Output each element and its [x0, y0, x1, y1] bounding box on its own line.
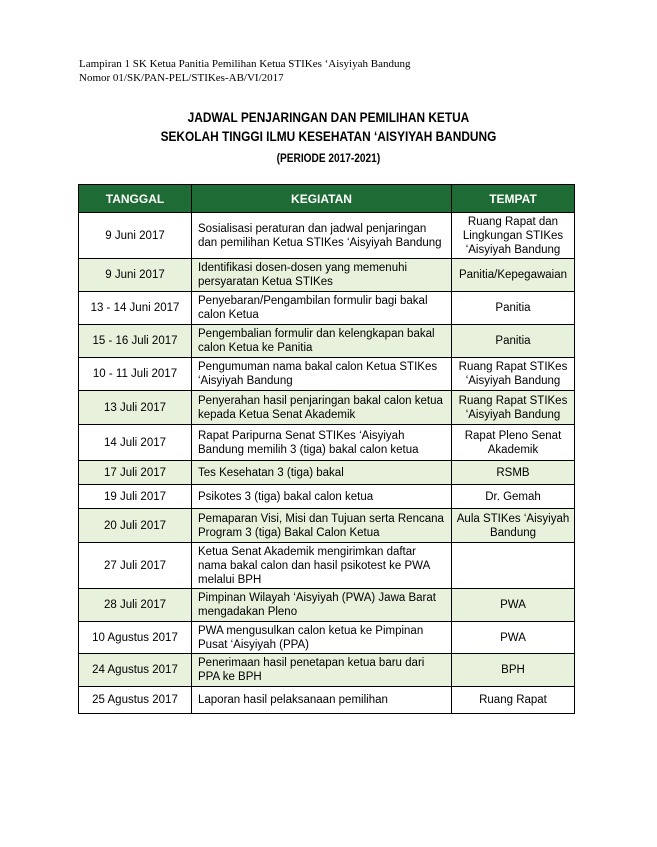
header-tempat: TEMPAT [452, 185, 575, 213]
header-tanggal: TANGGAL [79, 185, 192, 213]
table-row [79, 509, 575, 543]
row-date: 27 Juli 2017 [79, 543, 192, 589]
row-activity: Ketua Senat Akademik mengirimkan daftar nama bakal calon dan hasil psikotest ke PWA melalui BPH [192, 543, 452, 589]
row-place: Ruang Rapat STIKes ‘Aisyiyah Bandung [452, 391, 575, 425]
row-place: PWA [452, 622, 575, 654]
row-activity: Sosialisasi peraturan dan jadwal penjaringan dan pemilihan Ketua STIKes ‘Aisyiyah Bandung [192, 213, 452, 259]
row-activity: PWA mengusulkan calon ketua ke Pimpinan Pusat ‘Aisyiyah (PPA) [192, 622, 452, 654]
row-date: 25 Agustus 2017 [79, 687, 192, 714]
row-place: Panitia [452, 292, 575, 325]
row-place: Rapat Pleno Senat Akademik [452, 425, 575, 461]
table-row [79, 425, 575, 461]
table-header-row [79, 185, 575, 213]
row-date: 15 - 16 Juli 2017 [79, 325, 192, 358]
row-activity: Penyerahan hasil penjaringan bakal calon ketua kepada Ketua Senat Akademik [192, 391, 452, 425]
table-row [79, 654, 575, 687]
reference-header [79, 57, 410, 85]
table-row [79, 589, 575, 622]
table-row [79, 622, 575, 654]
row-activity: Psikotes 3 (tiga) bakal calon ketua [192, 485, 452, 509]
row-activity: Penerimaan hasil penetapan ketua baru dari PPA ke BPH [192, 654, 452, 687]
table-row [79, 358, 575, 391]
row-place: Aula STIKes ‘Aisyiyah Bandung [452, 509, 575, 543]
row-activity: Tes Kesehatan 3 (tiga) bakal [192, 461, 452, 485]
row-place: BPH [452, 654, 575, 687]
row-place: Panitia [452, 325, 575, 358]
table-row [79, 687, 575, 714]
document-title-line-2: SEKOLAH TINGGI ILMU KESEHATAN ‘AISYIYAH BANDUNG [160, 129, 497, 144]
row-place [452, 543, 575, 589]
row-date: 9 Juni 2017 [79, 213, 192, 259]
row-date: 10 - 11 Juli 2017 [79, 358, 192, 391]
row-date: 20 Juli 2017 [79, 509, 192, 543]
reference-line-1: Lampiran 1 SK Ketua Panitia Pemilihan Ketua STIKes ‘Aisyiyah Bandung [79, 58, 411, 70]
row-place: Ruang Rapat dan Lingkungan STIKes ‘Aisyiyah Bandung [452, 213, 575, 259]
row-date: 24 Agustus 2017 [79, 654, 192, 687]
table-row [79, 391, 575, 425]
table-row [79, 213, 575, 259]
row-activity: Rapat Paripurna Senat STIKes ‘Aisyiyah Bandung memilih 3 (tiga) bakal calon ketua [192, 425, 452, 461]
table-row [79, 292, 575, 325]
schedule-table [78, 184, 575, 714]
table-row [79, 461, 575, 485]
row-date: 9 Juni 2017 [79, 259, 192, 292]
document-title-line-1: JADWAL PENJARINGAN DAN PEMILIHAN KETUA [187, 110, 470, 125]
row-date: 14 Juli 2017 [79, 425, 192, 461]
row-activity: Pimpinan Wilayah ‘Aisyiyah (PWA) Jawa Barat mengadakan Pleno [192, 589, 452, 622]
row-activity: Identifikasi dosen-dosen yang memenuhi persyaratan Ketua STIKes [192, 259, 452, 292]
header-kegiatan: KEGIATAN [192, 185, 452, 213]
row-date: 13 Juli 2017 [79, 391, 192, 425]
reference-line-2: Nomor 01/SK/PAN-PEL/STIKes-AB/VI/2017 [79, 72, 284, 84]
row-activity: Penyebaran/Pengambilan formulir bagi bakal calon Ketua [192, 292, 452, 325]
table-row [79, 543, 575, 589]
row-place: Ruang Rapat STIKes ‘Aisyiyah Bandung [452, 358, 575, 391]
row-date: 13 - 14 Juni 2017 [79, 292, 192, 325]
table-row [79, 259, 575, 292]
row-place: PWA [452, 589, 575, 622]
row-activity: Pengumuman nama bakal calon Ketua STIKes ‘Aisyiyah Bandung [192, 358, 452, 391]
table-row [79, 325, 575, 358]
row-activity: Pengembalian formulir dan kelengkapan bakal calon Ketua ke Panitia [192, 325, 452, 358]
row-date: 19 Juli 2017 [79, 485, 192, 509]
row-place: Panitia/Kepegawaian [452, 259, 575, 292]
row-date: 10 Agustus 2017 [79, 622, 192, 654]
row-activity: Laporan hasil pelaksanaan pemilihan [192, 687, 452, 714]
row-date: 28 Juli 2017 [79, 589, 192, 622]
document-period: (PERIODE 2017-2021) [276, 153, 381, 165]
row-place: RSMB [452, 461, 575, 485]
row-activity: Pemaparan Visi, Misi dan Tujuan serta Rencana Program 3 (tiga) Bakal Calon Ketua [192, 509, 452, 543]
row-place: Dr. Gemah [452, 485, 575, 509]
table-row [79, 485, 575, 509]
row-date: 17 Juli 2017 [79, 461, 192, 485]
row-place: Ruang Rapat [452, 687, 575, 714]
